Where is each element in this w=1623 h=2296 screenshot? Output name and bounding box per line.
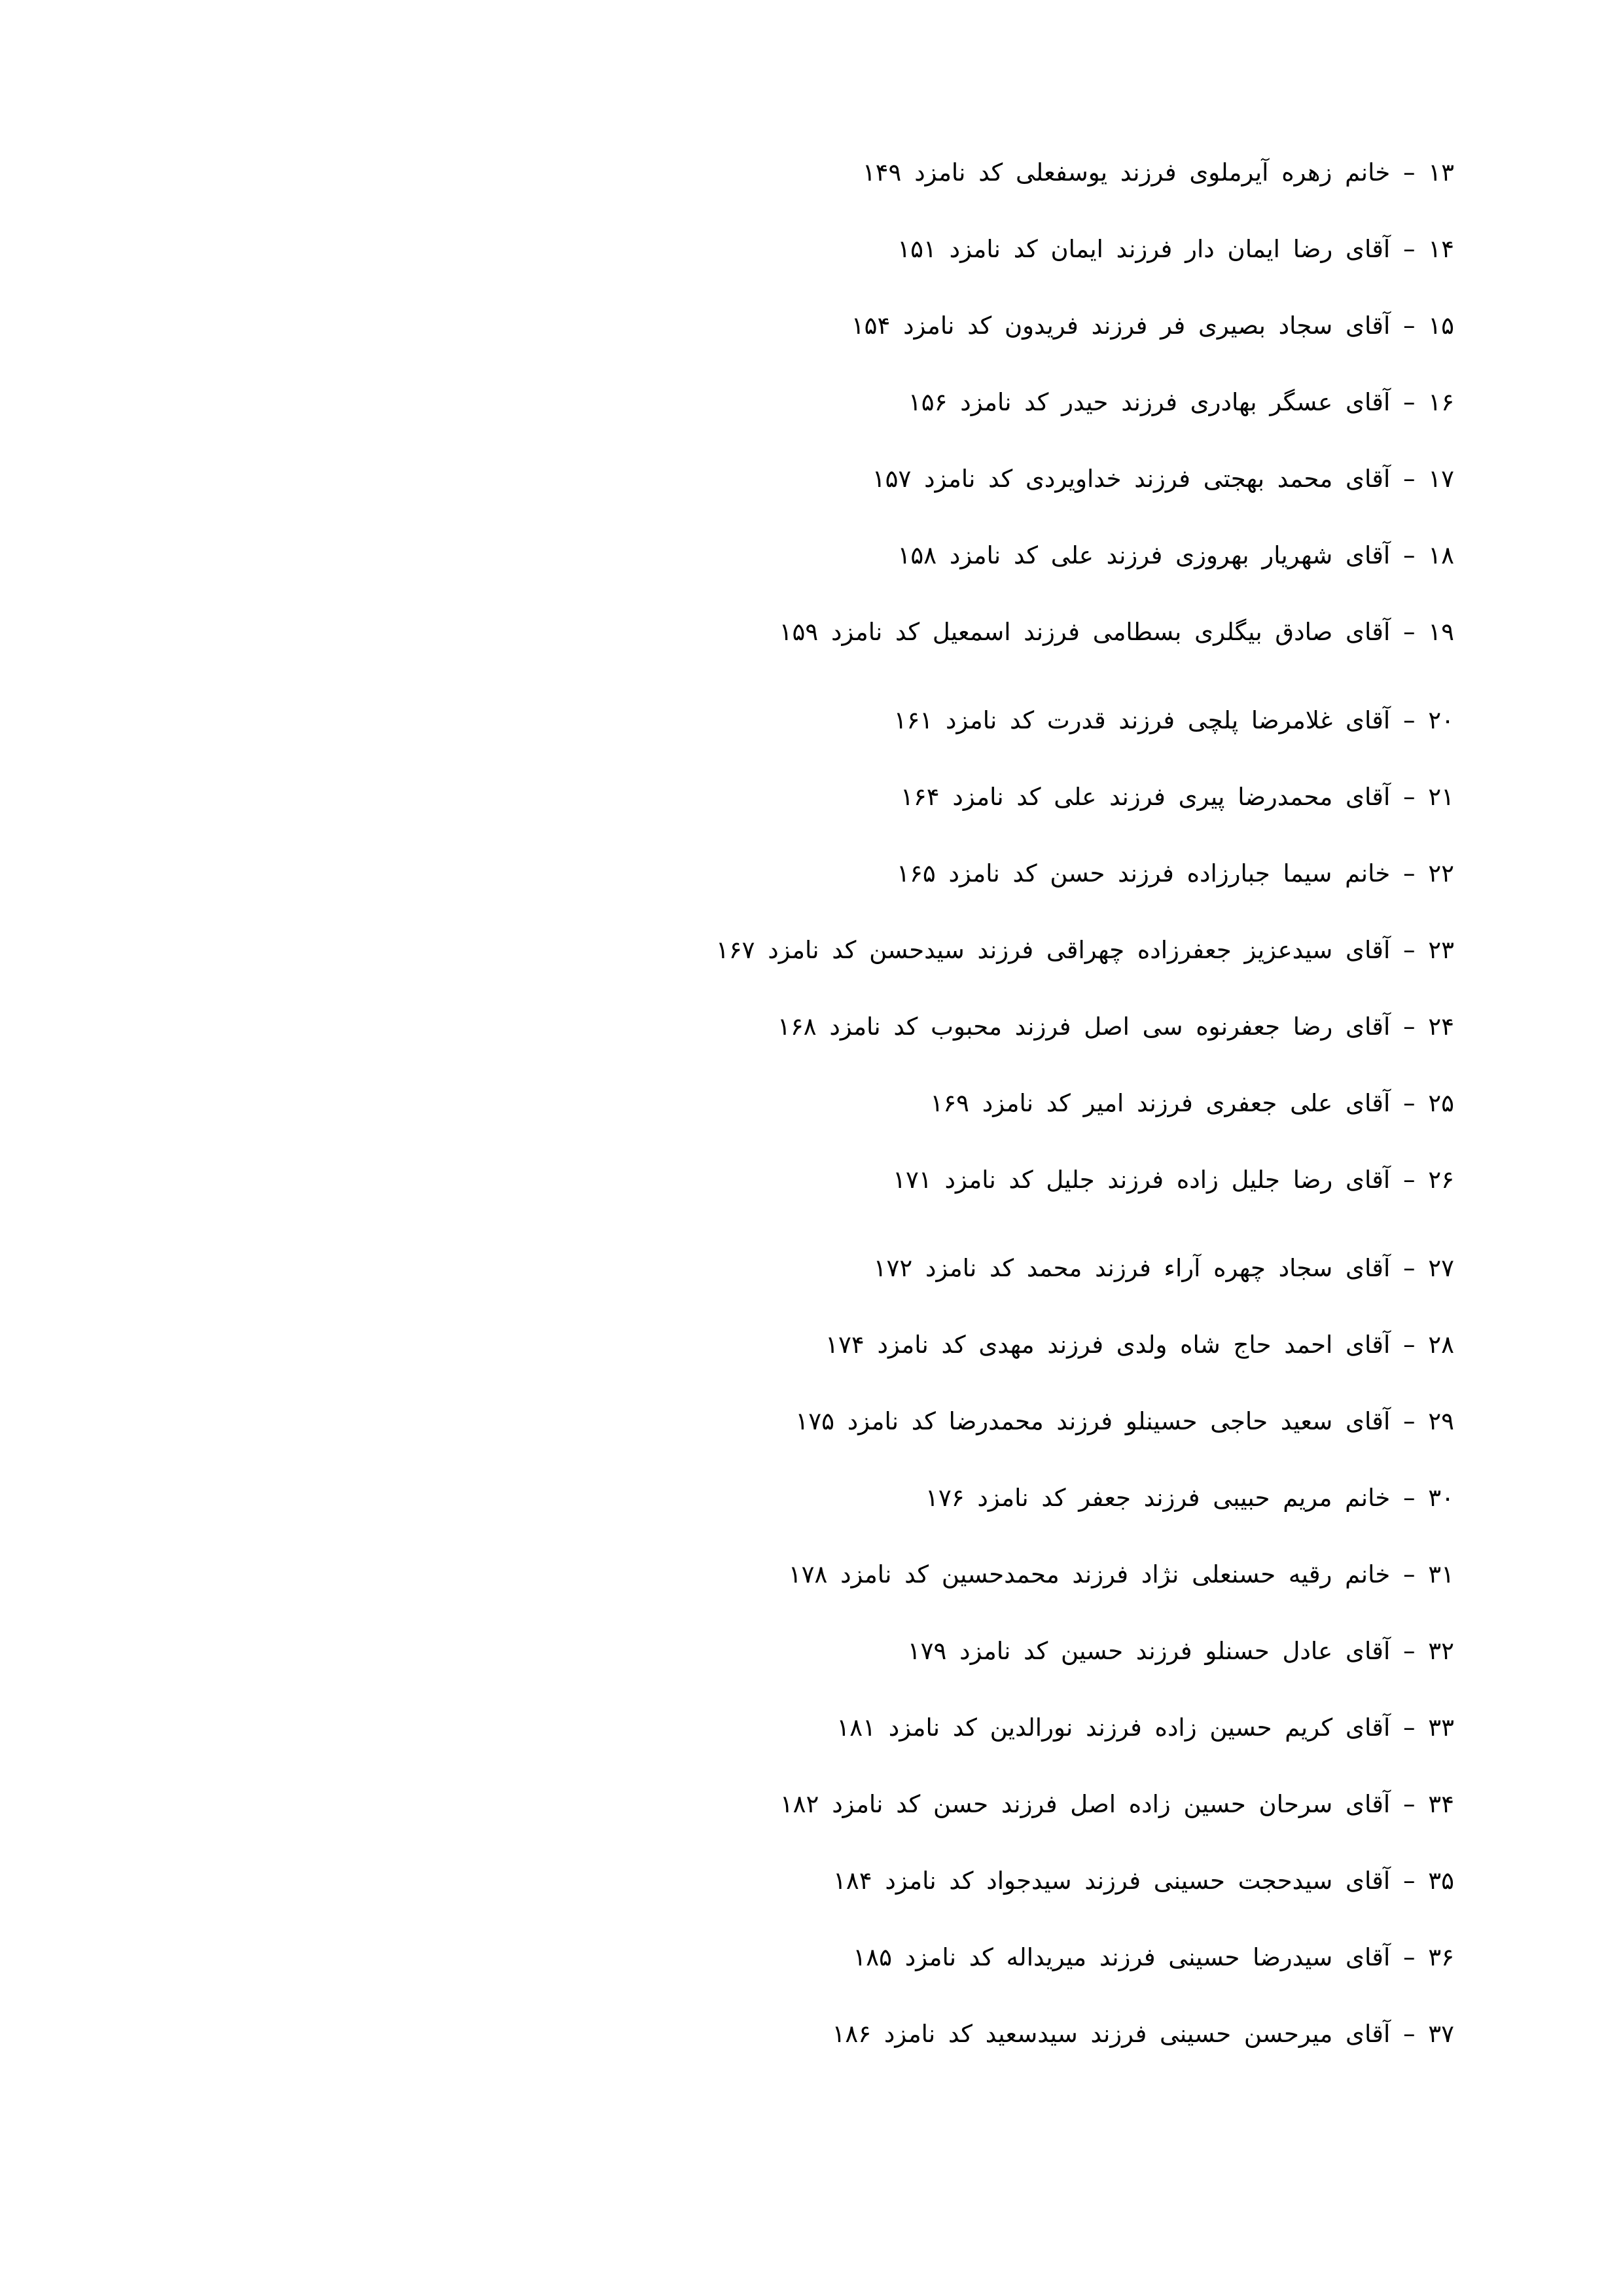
candidate-line-16: ۱۶ – آقای عسگر بهادری فرزند حیدر کد نامزد ۱۵۶ <box>908 388 1454 416</box>
candidate-line-15: ۱۵ – آقای سجاد بصیری فر فرزند فریدون کد نامزد ۱۵۴ <box>851 312 1454 340</box>
candidate-line-20: ۲۰ – آقای غلامرضا پلچی فرزند قدرت کد نامزد ۱۶۱ <box>893 706 1454 734</box>
candidate-line-35: ۳۵ – آقای سیدحجت حسینی فرزند سیدجواد کد نامزد ۱۸۴ <box>833 1867 1454 1895</box>
candidate-line-31: ۳۱ – خانم رقیه حسنعلی نژاد فرزند محمدحسین کد نامزد ۱۷۸ <box>788 1560 1454 1588</box>
candidate-line-18: ۱۸ – آقای شهریار بهروزی فرزند علی کد نامزد ۱۵۸ <box>897 541 1454 569</box>
candidate-list <box>0 134 1454 2072</box>
candidate-line-36: ۳۶ – آقای سیدرضا حسینی فرزند میریداله کد نامزد ۱۸۵ <box>853 1943 1454 1971</box>
candidate-line-33: ۳۳ – آقای کریم حسین زاده فرزند نورالدین کد نامزد ۱۸۱ <box>836 1713 1454 1742</box>
candidate-line-30: ۳۰ – خانم مریم حبیبی فرزند جعفر کد نامزد ۱۷۶ <box>925 1484 1454 1512</box>
candidate-line-29: ۲۹ – آقای سعید حاجی حسینلو فرزند محمدرضا کد نامزد ۱۷۵ <box>795 1407 1454 1435</box>
candidate-line-26: ۲۶ – آقای رضا جلیل زاده فرزند جلیل کد نامزد ۱۷۱ <box>893 1166 1454 1194</box>
candidate-line-22: ۲۲ – خانم سیما جبارزاده فرزند حسن کد نامزد ۱۶۵ <box>897 859 1454 888</box>
candidate-line-19: ۱۹ – آقای صادق بیگلری بسطامی فرزند اسمعیل کد نامزد ۱۵۹ <box>779 618 1454 646</box>
candidate-line-21: ۲۱ – آقای محمدرضا پیری فرزند علی کد نامزد ۱۶۴ <box>900 783 1454 811</box>
candidate-line-37: ۳۷ – آقای میرحسن حسینی فرزند سیدسعید کد نامزد ۱۸۶ <box>832 2020 1454 2048</box>
candidate-line-14: ۱۴ – آقای رضا ایمان دار فرزند ایمان کد نامزد ۱۵۱ <box>897 235 1454 263</box>
candidate-line-23: ۲۳ – آقای سیدعزیز جعفرزاده چهراقی فرزند سیدحسن کد نامزد ۱۶۷ <box>715 936 1454 964</box>
candidate-line-34: ۳۴ – آقای سرحان حسین زاده اصل فرزند حسن کد نامزد ۱۸۲ <box>779 1790 1454 1818</box>
candidate-line-24: ۲۴ – آقای رضا جعفرنوه سی اصل فرزند محبوب کد نامزد ۱۶۸ <box>777 1013 1454 1041</box>
candidate-line-28: ۲۸ – آقای احمد حاج شاه ولدی فرزند مهدی کد نامزد ۱۷۴ <box>825 1331 1454 1359</box>
candidate-line-27: ۲۷ – آقای سجاد چهره آراء فرزند محمد کد نامزد ۱۷۲ <box>873 1254 1454 1282</box>
candidate-line-32: ۳۲ – آقای عادل حسنلو فرزند حسین کد نامزد ۱۷۹ <box>907 1637 1454 1665</box>
candidate-line-25: ۲۵ – آقای علی جعفری فرزند امیر کد نامزد ۱۶۹ <box>930 1089 1454 1117</box>
candidate-line-17: ۱۷ – آقای محمد بهجتی فرزند خداویردی کد نامزد ۱۵۷ <box>872 465 1454 493</box>
candidate-line-13: ۱۳ – خانم زهره آیرملوی فرزند یوسفعلی کد نامزد ۱۴۹ <box>862 158 1454 187</box>
